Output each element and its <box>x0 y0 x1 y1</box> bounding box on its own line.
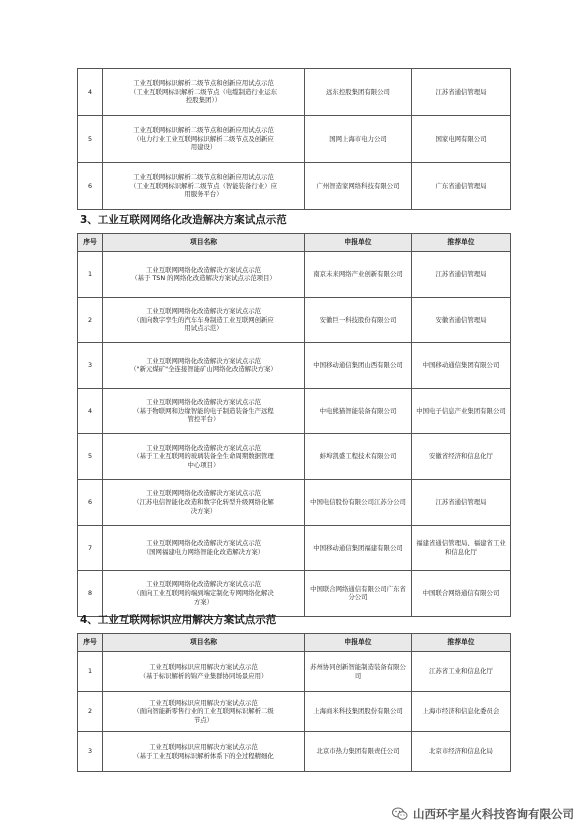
header-no: 序号 <box>78 234 103 252</box>
cell-recommender: 福建省通信管理局、福建省工业和信息化厅 <box>412 525 511 571</box>
cell-project-name <box>103 297 305 343</box>
project-name-line: （江苏电信智能化改造和数字化转型升级网络化解 <box>133 497 274 506</box>
project-name-line: 中心项目） <box>187 460 220 469</box>
cell-applicant: 苏州协同创新智能制造装备有限公司 <box>305 652 412 692</box>
cell-project-name <box>103 525 305 571</box>
table-row <box>78 388 511 434</box>
project-name-line: 工业互联网标识解析二级节点和创新应用试点示范 <box>133 173 274 182</box>
section-3-title: 3、工业互联网网络化改造解决方案试点示范 <box>80 214 287 226</box>
project-name-line: 工业互联网网络化改造解决方案试点示范 <box>145 356 262 365</box>
cell-no: 2 <box>78 297 103 343</box>
cell-recommender: 安徽省经济和信息化厅 <box>412 434 511 480</box>
cell-applicant: 中国移动通信集团福建有限公司 <box>305 525 412 571</box>
cell-no: 6 <box>78 163 103 210</box>
table-header-row <box>78 634 511 652</box>
project-name-line: （面向工业互联网的端到端定制化专网网络化解决 <box>133 589 274 598</box>
project-name-line: （国网福建电力网络智能化改造解决方案） <box>142 547 265 556</box>
project-name-line: （工业互联网标识解析二级节点（智能装备行业）应 <box>130 181 277 190</box>
header-applicant: 申报单位 <box>305 634 412 652</box>
cell-project-name <box>103 163 305 210</box>
project-name-line: 用试点示范） <box>184 324 223 333</box>
cell-applicant: 中电熊猫智能装备有限公司 <box>305 388 412 434</box>
table-row <box>78 297 511 343</box>
project-name-line: 工业互联网网络化改造解决方案试点示范 <box>145 489 262 498</box>
table-row <box>78 343 511 389</box>
cell-applicant: 上海商米科技集团股份有限公司 <box>305 692 412 732</box>
cell-recommender: 安徽省通信管理局 <box>412 297 511 343</box>
cell-recommender: 中国电子信息产业集团有限公司 <box>412 388 511 434</box>
cell-no: 1 <box>78 252 103 298</box>
cell-no: 5 <box>78 434 103 480</box>
cell-recommender: 江苏省工业和信息化厅 <box>412 652 511 692</box>
project-name-line: 工业互联网网络化改造解决方案试点示范 <box>145 539 262 548</box>
cell-project-name <box>103 571 305 617</box>
header-no: 序号 <box>78 634 103 652</box>
cell-recommender: 广东省通信管理局 <box>412 163 511 210</box>
cell-recommender: 上海市经济和信息化委员会 <box>412 692 511 732</box>
cell-no: 1 <box>78 652 103 692</box>
cell-no: 3 <box>78 732 103 772</box>
table-row <box>78 692 511 732</box>
project-name-line: （"新元煤矿"全连接智能矿山网络化改造解决方案） <box>130 365 277 374</box>
cell-project-name <box>103 116 305 163</box>
watermark-text: 山西环宇星火科技咨询有限公司 <box>413 807 574 821</box>
project-name-line: 工业互联网网络化改造解决方案试点示范 <box>145 265 262 274</box>
cell-recommender: 北京市经济和信息化局 <box>412 732 511 772</box>
watermark <box>392 806 574 822</box>
cell-no: 8 <box>78 571 103 617</box>
cell-no: 6 <box>78 479 103 525</box>
project-name-line: 决方案） <box>190 506 217 515</box>
header-recommender: 推荐单位 <box>412 234 511 252</box>
continued-table <box>77 68 511 210</box>
project-name-line: （电力行业工业互联网标识解析二级节点及创新应 <box>133 134 274 143</box>
wechat-icon <box>392 807 408 821</box>
project-name-line: 用建设） <box>190 143 217 152</box>
cell-no: 2 <box>78 692 103 732</box>
section-3-table <box>77 233 511 617</box>
project-name-line: 控股集团）） <box>185 96 222 105</box>
project-name-line: 工业互联网标识解析二级节点和创新应用试点示范 <box>133 126 274 135</box>
project-name-line: （基于物联网和边缘智能的电子制造装备生产远程 <box>133 406 274 415</box>
section-4-title: 4、工业互联网标识应用解决方案试点示范 <box>80 614 277 626</box>
project-name-line: （工业互联网标识解析二级节点（电缆制造行业运东 <box>130 87 277 96</box>
project-name-line: （基于工业互联网的玻璃装备全生命周期数据管理 <box>133 452 274 461</box>
project-name-line: 工业互联网标识解析二级节点和创新应用试点示范 <box>133 79 274 88</box>
project-name-line: 用服务平台） <box>184 190 223 199</box>
project-name-line: （基于标识解析的锦产业集群协同场景应用） <box>139 671 268 680</box>
header-name: 项目名称 <box>103 234 305 252</box>
cell-recommender: 江苏省通信管理局 <box>412 69 511 116</box>
cell-applicant: 国网上海市电力公司 <box>305 116 412 163</box>
cell-applicant: 中国移动通信集团山西有限公司 <box>305 343 412 389</box>
cell-applicant: 蚌埠凯盛工程技术有限公司 <box>305 434 412 480</box>
project-name-line: 工业互联网网络化改造解决方案试点示范 <box>145 398 262 407</box>
table-row <box>78 479 511 525</box>
project-name-line: 工业互联网标识应用解决方案试点示范 <box>149 698 258 707</box>
cell-project-name <box>103 434 305 480</box>
cell-applicant: 北京市热力集团有限责任公司 <box>305 732 412 772</box>
table-row <box>78 252 511 298</box>
section-4-table <box>77 633 511 772</box>
table-row <box>78 434 511 480</box>
cell-applicant: 中国联合网络通信有限公司广东省分公司 <box>305 571 412 617</box>
cell-project-name <box>103 252 305 298</box>
table-header-row <box>78 234 511 252</box>
project-name-line: （面向智能新零售行业的工业互联网标识解析二级 <box>133 707 274 716</box>
cell-no: 4 <box>78 69 103 116</box>
project-name-line: 工业互联网网络化改造解决方案试点示范 <box>145 580 262 589</box>
project-name-line: 节点） <box>193 715 214 724</box>
cell-project-name <box>103 479 305 525</box>
project-name-line: 工业互联网网络化改造解决方案试点示范 <box>145 443 262 452</box>
cell-applicant: 安徽巨一科技股份有限公司 <box>305 297 412 343</box>
cell-no: 5 <box>78 116 103 163</box>
header-name: 项目名称 <box>103 634 305 652</box>
project-name-line: 管控平台） <box>187 415 220 424</box>
cell-recommender: 国家电网有限公司 <box>412 116 511 163</box>
project-name-line: （基于工业互联网标识解析体系下的全过程精细化 <box>133 751 274 760</box>
cell-project-name <box>103 652 305 692</box>
table-row <box>78 732 511 772</box>
cell-project-name <box>103 343 305 389</box>
table-row <box>78 571 511 617</box>
table-row <box>78 652 511 692</box>
cell-project-name <box>103 692 305 732</box>
table-row <box>78 163 511 210</box>
table-row <box>78 69 511 116</box>
cell-recommender: 江苏省通信管理局 <box>412 479 511 525</box>
cell-applicant: 广州智造家网络科技有限公司 <box>305 163 412 210</box>
project-name-line: （基于 TSN 的网络化改造解决方案试点示范项目） <box>131 274 276 283</box>
cell-no: 7 <box>78 525 103 571</box>
project-name-line: （面向数字孪生的汽车车身制造工业互联网创新应 <box>133 315 274 324</box>
project-name-line: 工业互联网标识应用解决方案试点示范 <box>149 662 258 671</box>
header-applicant: 申报单位 <box>305 234 412 252</box>
table-row <box>78 525 511 571</box>
cell-applicant: 远东控股集团有限公司 <box>305 69 412 116</box>
cell-recommender: 江苏省通信管理局 <box>412 252 511 298</box>
cell-project-name <box>103 732 305 772</box>
project-name-line: 方案） <box>193 597 214 606</box>
header-recommender: 推荐单位 <box>412 634 511 652</box>
cell-project-name <box>103 69 305 116</box>
cell-recommender: 中国移动通信集团有限公司 <box>412 343 511 389</box>
cell-project-name <box>103 388 305 434</box>
cell-applicant: 中国电信股份有限公司江苏分公司 <box>305 479 412 525</box>
cell-recommender: 中国联合网络通信有限公司 <box>412 571 511 617</box>
cell-applicant: 南京未来网络产业创新有限公司 <box>305 252 412 298</box>
cell-no: 3 <box>78 343 103 389</box>
table-row <box>78 116 511 163</box>
cell-no: 4 <box>78 388 103 434</box>
project-name-line: 工业互联网网络化改造解决方案试点示范 <box>145 306 262 315</box>
project-name-line: 工业互联网标识应用解决方案试点示范 <box>149 742 258 751</box>
